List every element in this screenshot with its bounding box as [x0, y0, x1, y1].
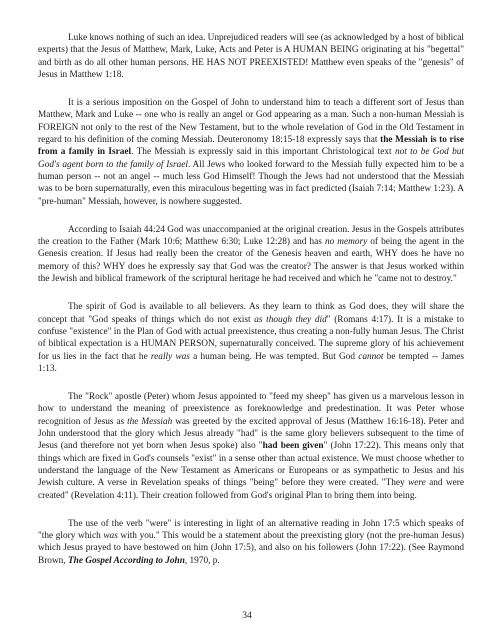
paragraph: [38, 224, 464, 285]
italic-phrase: the Messiah: [127, 416, 173, 427]
italic-phrase: was: [103, 531, 118, 542]
text-run: " (Romans 4:17). It is a mistake to confuse "existence" in the Plan of God with actual preexistence, thus creating a non-fully human Jesus. The Christ of biblical expectation is a HUMAN PERSON, supernaturally conceived. The supreme glory of his achievement for us lies in the fact that he: [38, 314, 464, 362]
text-run: a human being. He was tempted. But God: [189, 351, 359, 362]
italic-phrase: really was: [150, 351, 190, 362]
italic-phrase: cannot: [358, 351, 384, 362]
text-run: . The Messiah is expressly said in this important Christological text: [131, 147, 395, 158]
book-title: The Gospel According to John: [67, 555, 185, 566]
italic-phrase: were: [408, 478, 426, 489]
text-run: , 1970, p.: [184, 555, 220, 566]
text-run: be tempted -- James 1:13.: [38, 351, 464, 374]
text-run: of being the agent in the Genesis creation. If Jesus had really been the creator of the Genesis heaven and earth, WHY does he have no memory of this? WHY does he expressly say that God was the creator? The answer is that Jesus worked within the Jewish and biblical framework of the scriptural heritage he had received and which he "came not to destroy.": [38, 237, 464, 285]
text-run: The "Rock" apostle (Peter) whom Jesus appointed to "feed my sheep" has given us a marvelous lesson in how to understand the meaning of preexistence as foreknowledge and predestination. It was Peter whose recognition of Jesus as: [38, 392, 464, 427]
italic-phrase: no memory: [324, 237, 368, 248]
text-run: was greeted by the excited approval of Jesus (Matthew 16:16-18). Peter and John understood that the glory which Jesus already "had" is the same glory believers subsequent to the time of Jesus (and therefore not yet born when Jesus spoke) also ": [38, 416, 464, 452]
text-run: The use of the verb "were" is interesting in light of an alternative reading in John 17:5 which speaks of "the glory which: [38, 518, 464, 542]
paragraph: [38, 301, 464, 375]
bold-phrase: the Messiah is to rise from a family in Israel: [38, 135, 464, 158]
bold-phrase: had been given: [262, 441, 324, 452]
italic-phrase: as though they did: [254, 314, 327, 325]
paragraph: [38, 97, 464, 208]
text-run: with you." This would be a statement about the preexisting glory (not the pre-human Jesus) which Jesus prayed to have bestowed on him (John 17:5), and also on his followers (John 17:22). (See Raymond Brown,: [38, 531, 464, 566]
text-run: Luke knows nothing of such an idea. Unprejudiced readers will see (as acknowledged by a host of biblical experts) that the Jesus of Matthew, Mark, Luke, Acts and Peter is A HUMAN BEING originating at his "begettal" and birth as do all other human persons. HE HAS NOT PREEXISTED! Matthew even speaks of the "genesis" of Jesus in Matthew 1:18.: [38, 33, 464, 80]
text-run: . All Jews who looked forward to the Messiah fully expected him to be a human person -- not an angel -- much less God Himself! Though the Jews had not understood that the Messiah was to be born supernaturally, even this miraculous begetting was in fact predicted (Isaiah 7:14; Matthew 1:23). A "pre-human" Messiah, however, is nowhere suggested.: [38, 159, 464, 207]
page-body: [38, 32, 464, 583]
text-run: According to Isaiah 44:24 God was unaccompanied at the original creation. Jesus in the Gospels attributes the creation to the Father (Mark 10:6; Matthew 6:30; Luke 12:28) and has: [38, 224, 464, 248]
text-run: It is a serious imposition on the Gospel of John to understand him to teach a different sort of Jesus than Matthew, Mark and Luke -- one who is really an angel or God appearing as a man. Such a non-human Messiah is FOREIGN not only to the rest of the New Testament, but to the whole revelation of God in the Old Testament in regard to his definition of the coming Messiah. Deuteronomy 18:15-18 expressly says that: [38, 98, 464, 146]
text-run: and were created" (Revelation 4:11). Their creation followed from God's original Plan to bring them into being.: [38, 478, 465, 501]
text-run: " (John 17:22). This means only that things which are fixed in God's counsels "exist" in a sense other than actual existence. We must choose whether to understand the language of the New Testament as Americans or Europeans or as sympathetic to Jesus and his Jewish culture. A verse in Revelation speaks of things "being" before they were created. "They: [38, 441, 464, 489]
paragraph: [38, 391, 464, 502]
text-run: The spirit of God is available to all believers. As they learn to think as God does, they will share the concept that "God speaks of things which do not exist: [38, 302, 464, 325]
paragraph: [38, 32, 464, 81]
italic-phrase: not to be God but God's agent born to the family of Israel: [38, 147, 464, 170]
page-number: 34: [242, 611, 252, 621]
paragraph: [38, 518, 464, 567]
